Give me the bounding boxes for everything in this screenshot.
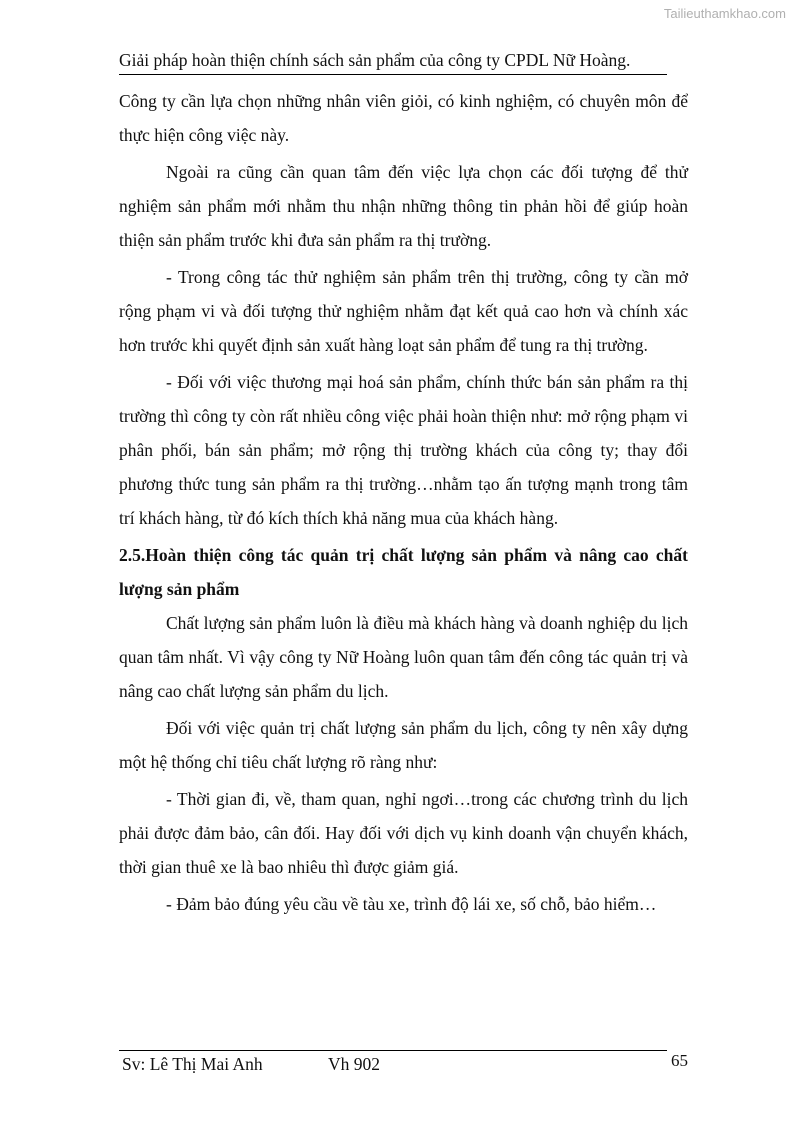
paragraph-6: Đối với việc quản trị chất lượng sản phẩm du lịch, công ty nên xây dựng một hệ thống chỉ tiêu chất lượng rõ ràng như: (119, 718, 688, 772)
footer-divider (119, 1050, 667, 1051)
paragraph-2: Ngoài ra cũng cần quan tâm đến việc lựa chọn các đối tượng để thử nghiệm sản phẩm mới nhằm thu nhận những thông tin phản hồi để giúp hoàn thiện sản phẩm trước khi đưa sản phẩm ra thị trường. (119, 162, 688, 250)
paragraph-3: - Trong công tác thử nghiệm sản phẩm trên thị trường, công ty cần mở rộng phạm vi và đối tượng thử nghiệm nhằm đạt kết quả cao hơn và chính xác hơn trước khi quyết định sản xuất hàng loạt sản phẩm để tung ra thị trường. (119, 267, 688, 355)
paragraph-4: - Đối với việc thương mại hoá sản phẩm, chính thức bán sản phẩm ra thị trường thì công ty còn rất nhiều công việc phải hoàn thiện như: mở rộng phạm vi phân phối, bán sản phẩm; mở rộng thị trường khách của công ty; thay đổi phương thức tung sản phẩm ra thị trường…nhằm tạo ấn tượng mạnh trong tâm trí khách hàng, từ đó kích thích khả năng mua của khách hàng. (119, 372, 688, 528)
paragraph-1: Công ty cần lựa chọn những nhân viên giỏi, có kinh nghiệm, có chuyên môn để thực hiện công việc này. (119, 91, 688, 145)
footer-class-code: Vh 902 (328, 1054, 381, 1074)
watermark-text: Tailieuthamkhao.com (663, 6, 786, 21)
section-heading: 2.5.Hoàn thiện công tác quản trị chất lượng sản phẩm và nâng cao chất lượng sản phẩm (119, 545, 688, 599)
footer-student-name: Sv: Lê Thị Mai Anh (122, 1054, 263, 1074)
document-body (119, 84, 688, 921)
paragraph-5: Chất lượng sản phẩm luôn là điều mà khách hàng và doanh nghiệp du lịch quan tâm nhất. Vì vậy công ty Nữ Hoàng luôn quan tâm đến công tác quản trị và nâng cao chất lượng sản phẩm du lịch. (119, 613, 688, 701)
paragraph-8: - Đảm bảo đúng yêu cầu về tàu xe, trình độ lái xe, số chỗ, bảo hiểm… (166, 894, 657, 914)
paragraph-7: - Thời gian đi, về, tham quan, nghỉ ngơi…trong các chương trình du lịch phải được đảm bảo, cân đối. Hay đối với dịch vụ kinh doanh vận chuyển khách, thời gian thuê xe là bao nhiêu thì được giảm giá. (119, 789, 688, 877)
running-header: Giải pháp hoàn thiện chính sách sản phẩm của công ty CPDL Nữ Hoàng. (119, 50, 631, 70)
page-number: 65 (671, 1051, 688, 1070)
header-divider (119, 74, 667, 75)
